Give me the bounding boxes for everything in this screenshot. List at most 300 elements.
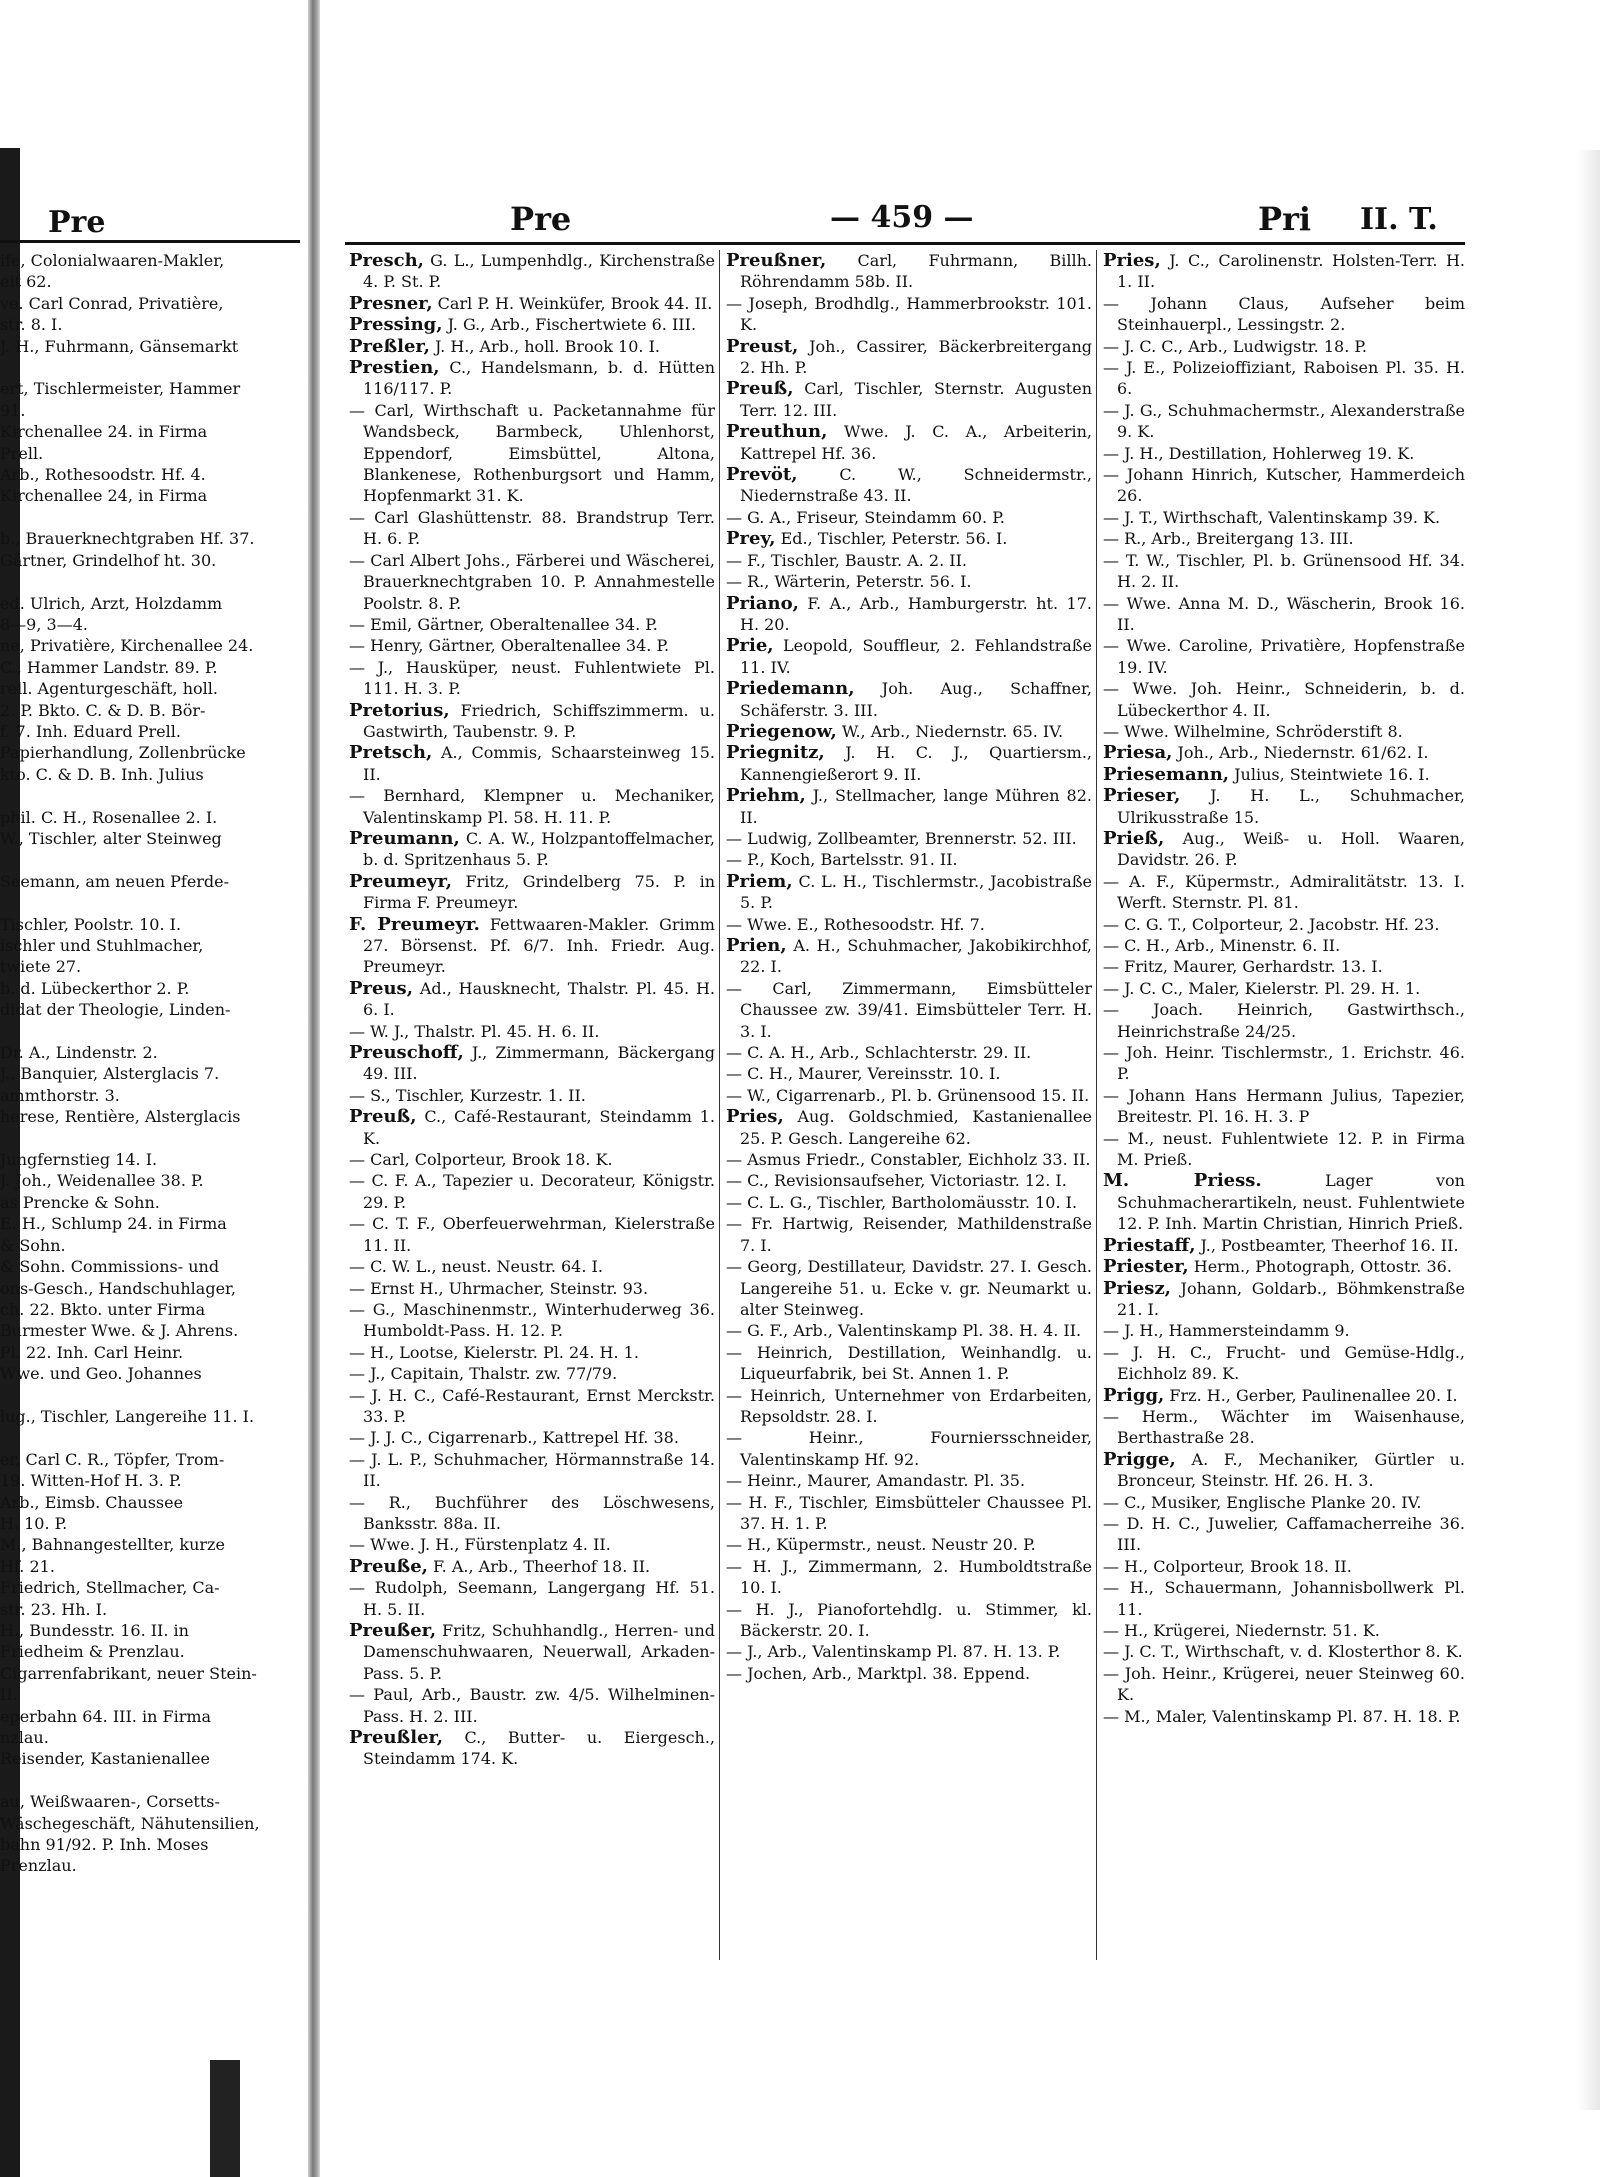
left-page-line: Jungfernstieg 14. I.: [0, 1150, 158, 1170]
entry-text: W., Arb., Niedernstr. 65. IV.: [836, 721, 1064, 741]
directory-entry: [1103, 336, 1465, 357]
entry-headword: F. Preumeyr.: [349, 913, 480, 935]
directory-entry: [726, 721, 1092, 742]
left-page-line: M., Bahnangestellter, kurze: [0, 1535, 225, 1555]
left-page-line: [0, 785, 300, 806]
directory-entry: [726, 1385, 1092, 1428]
directory-entry: [726, 1063, 1092, 1084]
entry-text: — Wwe. Anna M. D., Wäscherin, Brook 16. II.: [1103, 593, 1465, 634]
entry-text: — J., Capitain, Thalstr. zw. 77/79.: [349, 1364, 618, 1384]
directory-entry: [1103, 1256, 1465, 1277]
entry-text: — J. L. P., Schuhmacher, Hörmannstraße 14. II.: [349, 1449, 715, 1491]
entry-headword: Priano,: [726, 592, 799, 614]
entry-text: — Paul, Arb., Baustr. zw. 4/5. Wilhelminen-Pass. H. 2. III.: [349, 1685, 715, 1726]
entry-text: — H., Colporteur, Brook 18. II.: [1103, 1556, 1352, 1576]
entry-text: — Heinrich, Unternehmer von Erdarbeiten, Repsoldstr. 28. I.: [726, 1385, 1092, 1426]
entry-text: — Heinr., Maurer, Amandastr. Pl. 35.: [726, 1471, 1026, 1491]
directory-entry: [349, 700, 715, 743]
directory-entry: [726, 1213, 1092, 1256]
entry-text: Joh. Aug., Schaffner, Schäferstr. 3. III.: [740, 679, 1092, 720]
directory-entry: [1103, 1170, 1465, 1234]
directory-entry: [349, 1021, 715, 1042]
entry-text: Johann, Goldarb., Böhmkenstraße 21. I.: [1117, 1278, 1465, 1319]
entry-text: C., Café-Restaurant, Steindamm 1. K.: [363, 1107, 715, 1148]
entry-text: Ad., Hausknecht, Thalstr. Pl. 45. H. 6. I.: [363, 978, 715, 1020]
directory-entry: [349, 1106, 715, 1149]
entry-headword: Preuthun,: [726, 421, 828, 443]
directory-entry: [726, 1641, 1092, 1662]
entry-headword: Priester,: [1103, 1256, 1189, 1278]
left-page-line: Cigarrenfabrikant, neuer Stein-: [0, 1663, 257, 1683]
left-page-line: [0, 1021, 300, 1042]
directory-entry: [1103, 1085, 1465, 1128]
entry-text: — Carl Albert Johs., Färberei und Wäscherei, Brauerknechtgraben 10. P. Annahmestelle Poolstr. 8. P.: [349, 550, 715, 613]
entry-text: Carl, Tischler, Sternstr. Augusten Terr. 12. III.: [740, 379, 1092, 420]
directory-entry: [1103, 593, 1465, 636]
directory-entry: [726, 593, 1092, 636]
entry-headword: Preuschoff,: [349, 1042, 464, 1064]
entry-text: J. H. C. J., Quartiersm., Kannengießerort 9. II.: [740, 743, 1092, 784]
left-page-line: Wäschegeschäft, Nähutensilien,: [0, 1813, 260, 1833]
entry-text: — Rudolph, Seemann, Langergang Hf. 51. H. 5. II.: [349, 1578, 715, 1619]
left-page-line: [0, 1385, 300, 1406]
directory-entry: [349, 1449, 715, 1492]
directory-entry: [1103, 1449, 1465, 1492]
entry-text: — H., Krügerei, Niedernstr. 51. K.: [1103, 1621, 1380, 1640]
directory-entry: [1103, 635, 1465, 678]
directory-entry: [349, 871, 715, 914]
left-page-line: II.: [0, 1685, 18, 1705]
directory-entry: [1103, 914, 1465, 935]
entry-text: — T. W., Tischler, Pl. b. Grünensood Hf. 34. H. 2. II.: [1103, 550, 1465, 592]
entry-text: F. A., Arb., Theerhof 18. II.: [427, 1556, 651, 1576]
directory-entry: [349, 1363, 715, 1384]
entry-text: — J. E., Polizeioffiziant, Raboisen Pl. 35. H. 6.: [1103, 358, 1465, 399]
left-page-line: [0, 1128, 300, 1149]
left-page-line: Arb., Rothesoodstr. Hf. 4.: [0, 465, 206, 485]
left-page-line: Tischler, Poolstr. 10. I.: [0, 914, 182, 934]
directory-entry: [349, 978, 715, 1021]
entry-text: — Heinrich, Destillation, Weinhandlg. u. Liqueurfabrik, bei St. Annen 1. P.: [726, 1342, 1092, 1384]
directory-entry: [1103, 742, 1465, 763]
directory-entry: [1103, 678, 1465, 721]
entry-text: — H., Schauermann, Johannisbollwerk Pl. 11.: [1103, 1578, 1465, 1619]
page-number: — 459 —: [830, 200, 974, 235]
directory-entry: [349, 400, 715, 507]
entry-text: A., Commis, Schaarsteinweg 15. II.: [363, 743, 715, 784]
entry-text: Aug., Weiß- u. Holl. Waaren, Davidstr. 26. P.: [1117, 828, 1465, 870]
column-1: [345, 250, 720, 1960]
entry-text: — Asmus Friedr., Constabler, Eichholz 33. II.: [726, 1150, 1091, 1170]
entry-text: — C. W. L., neust. Neustr. 64. I.: [349, 1257, 603, 1277]
entry-headword: Prien,: [726, 935, 787, 956]
left-page-line: ammthorstr. 3.: [0, 1085, 120, 1105]
entry-text: Fritz, Grindelberg 75. P. in Firma F. Preumeyr.: [363, 871, 715, 913]
directory-entry: [726, 421, 1092, 464]
entry-text: Joh., Cassirer, Bäckerbreitergang 2. Hh. P.: [740, 336, 1092, 378]
directory-entry: [1103, 828, 1465, 871]
left-page-line: Burmester Wwe. & J. Ahrens.: [0, 1321, 239, 1341]
column-3: [1099, 250, 1469, 1960]
directory-entry: [1103, 1235, 1465, 1256]
left-page-line: herese, Rentière, Alsterglacis: [0, 1107, 241, 1127]
entry-text: — G. A., Friseur, Steindamm 60. P.: [726, 507, 1005, 527]
entry-headword: Prieser,: [1103, 785, 1181, 807]
directory-entry: [726, 464, 1092, 507]
header-rule: [345, 242, 1465, 245]
directory-entry: [1103, 293, 1465, 336]
directory-entry: [1103, 1342, 1465, 1385]
directory-entry: [1103, 935, 1465, 956]
directory-entry: [349, 1534, 715, 1555]
left-page-line: Kirchenallee 24, in Firma: [0, 486, 208, 506]
left-page-line: Gärtner, Grindelhof ht. 30.: [0, 550, 217, 570]
directory-entry: [1103, 1278, 1465, 1321]
left-page-line: str. 8. I.: [0, 315, 63, 335]
directory-entry: [1103, 1556, 1465, 1577]
entry-text: — Wwe. E., Rothesoodstr. Hf. 7.: [726, 914, 985, 934]
directory-entry: [726, 978, 1092, 1042]
entry-text: — C. H., Arb., Minenstr. 6. II.: [1103, 936, 1341, 955]
entry-text: — J. H. C., Frucht- und Gemüse-Hdlg., Eichholz 89. K.: [1103, 1342, 1465, 1384]
entry-text: J. H., Arb., holl. Brook 10. I.: [429, 336, 660, 356]
entry-text: — J. T., Wirthschaft, Valentinskamp 39. K.: [1103, 507, 1441, 527]
entry-headword: Preust,: [726, 335, 799, 357]
entry-text: — Wwe. Caroline, Privatière, Hopfenstraße 19. IV.: [1103, 636, 1465, 677]
column-2: [722, 250, 1097, 1960]
entry-text: — C. H., Maurer, Vereinsstr. 10. I.: [726, 1064, 1001, 1084]
entry-headword: Priesemann,: [1103, 763, 1230, 785]
entry-headword: Pries,: [726, 1106, 784, 1128]
directory-entry: [726, 914, 1092, 935]
entry-text: — C., Revisionsaufseher, Victoriastr. 12. I.: [726, 1171, 1067, 1191]
left-page-line: [0, 571, 300, 592]
entry-text: Ed., Tischler, Peterstr. 56. I.: [775, 529, 1008, 549]
entry-text: — J. J. C., Cigarrenarb., Kattrepel Hf. 38.: [349, 1428, 679, 1448]
directory-entry: [726, 336, 1092, 379]
directory-entry: [726, 1427, 1092, 1470]
entry-text: J. G., Arb., Fischertwiete 6. III.: [442, 315, 697, 335]
left-page-line: ne, Privatière, Kirchenallee 24.: [0, 636, 254, 656]
entry-headword: Preuß,: [349, 1106, 417, 1128]
directory-entry: [349, 357, 715, 400]
left-page-line: [0, 1770, 300, 1791]
entry-headword: Preußler,: [349, 1727, 443, 1749]
entry-headword: Preus,: [349, 977, 413, 999]
entry-text: C. A. W., Holzpantoffelmacher, b. d. Spritzenhaus 5. P.: [363, 828, 715, 870]
entry-text: — C. A. H., Arb., Schlachterstr. 29. II.: [726, 1043, 1032, 1063]
entry-text: — J. H., Destillation, Hohlerweg 19. K.: [1103, 443, 1415, 463]
entry-text: — J. C. C., Arb., Ludwigstr. 18. P.: [1103, 336, 1367, 356]
directory-entry: [349, 550, 715, 614]
left-page-line: 19. Witten-Hof H. 3. P.: [0, 1471, 182, 1491]
left-page-line: [0, 849, 300, 870]
directory-entry: [726, 550, 1092, 571]
left-page-line: H. 10. P.: [0, 1513, 68, 1533]
entry-headword: Priem,: [726, 870, 793, 892]
directory-entry: [1103, 1706, 1465, 1727]
entry-text: — C., Musiker, Englische Planke 20. IV.: [1103, 1492, 1422, 1512]
directory-entry: [726, 1470, 1092, 1491]
entry-text: C., Butter- u. Eiergesch., Steindamm 174. K.: [363, 1728, 715, 1769]
left-page-line: ve. Carl Conrad, Privatière,: [0, 293, 224, 313]
left-page-line: Wwe. und Geo. Johannes: [0, 1364, 202, 1384]
entry-text: — R., Arb., Breitergang 13. III.: [1103, 529, 1354, 549]
directory-entry: [726, 293, 1092, 336]
entry-text: Friedrich, Schiffszimmerm. u. Gastwirth, Taubenstr. 9. P.: [363, 700, 715, 741]
entry-text: — Carl Glashüttenstr. 88. Brandstrup Terr. H. 6. P.: [349, 507, 715, 549]
entry-text: — H. J., Zimmermann, 2. Humboldtstraße 10. I.: [726, 1556, 1092, 1598]
directory-entry: [1103, 250, 1465, 293]
directory-entry: [726, 742, 1092, 785]
directory-entry: [349, 1149, 715, 1170]
entry-text: — Joach. Heinrich, Gastwirthsch., Heinrichstraße 24/25.: [1103, 1000, 1465, 1041]
entry-headword: Preumeyr,: [349, 870, 452, 892]
directory-entry: [726, 1170, 1092, 1191]
left-page-line: E. H., Schlump 24. in Firma: [0, 1214, 227, 1234]
left-page-line: & Sohn. Commissions- und: [0, 1257, 220, 1277]
directory-entry: [726, 528, 1092, 549]
directory-entry: [1103, 1042, 1465, 1085]
left-page-line: J. Joh., Weidenallee 38. P.: [0, 1171, 204, 1191]
entry-text: Frz. H., Gerber, Paulinenallee 20. I.: [1164, 1385, 1458, 1405]
entry-text: — C. T. F., Oberfeuerwehrman, Kielerstraße 11. II.: [349, 1214, 715, 1255]
directory-entry: [726, 1663, 1092, 1684]
entry-text: — J., Hausküper, neust. Fuhlentwiete Pl. 111. H. 3. P.: [349, 657, 715, 699]
directory-entry: [726, 871, 1092, 914]
directory-entry: [1103, 464, 1465, 507]
directory-entry: [1103, 1128, 1465, 1171]
directory-entry: [349, 614, 715, 635]
entry-text: — Jochen, Arb., Marktpl. 38. Eppend.: [726, 1663, 1031, 1683]
directory-entry: [726, 571, 1092, 592]
left-page-line: eperbahn 64. III. in Firma: [0, 1706, 212, 1726]
directory-entry: [1103, 1577, 1465, 1620]
volume-label: II. T.: [1360, 202, 1438, 237]
left-page-line: [0, 1427, 300, 1448]
entry-headword: Priesz,: [1103, 1277, 1171, 1299]
entry-headword: M. Priess.: [1103, 1170, 1262, 1192]
entry-text: J. H. L., Schuhmacher, Ulrikusstraße 15.: [1117, 786, 1465, 827]
entry-text: Julius, Steintwiete 16. I.: [1229, 764, 1430, 784]
entry-text: C. W., Schneidermstr., Niedernstraße 43. II.: [740, 465, 1092, 506]
left-page-line: 2. P. Bkto. C. & D. B. Bör-: [0, 700, 206, 720]
left-page-line: 8—9, 3—4.: [0, 614, 88, 634]
directory-entry: [726, 1149, 1092, 1170]
directory-entry: [349, 1042, 715, 1085]
entry-text: — J. C. T., Wirthschaft, v. d. Klosterthor 8. K.: [1103, 1642, 1463, 1662]
entry-text: Fritz, Schuhhandlg., Herren- und Damenschuhwaaren, Neuerwall, Arkaden-Pass. 5. P.: [363, 1621, 715, 1683]
entry-text: — Wwe. J. H., Fürstenplatz 4. II.: [349, 1535, 611, 1555]
left-page-line: bahn 91/92. P. Inh. Moses: [0, 1835, 209, 1855]
directory-entry: [349, 742, 715, 785]
entry-text: — Emil, Gärtner, Oberaltenallee 34. P.: [349, 614, 658, 634]
directory-entry: [726, 250, 1092, 293]
left-page-line: didat der Theologie, Linden-: [0, 1000, 231, 1020]
entry-text: — R., Buchführer des Löschwesens, Banksstr. 88a. II.: [349, 1492, 715, 1533]
entry-headword: Prevöt,: [726, 464, 798, 486]
left-header-rule: [0, 240, 300, 243]
running-head-right: Pri: [1258, 200, 1312, 238]
entry-text: — H., Lootse, Kielerstr. Pl. 24. H. 1.: [349, 1342, 639, 1362]
left-page-line: ch. 22. Bkto. unter Firma: [0, 1299, 206, 1319]
directory-entry: [1103, 1320, 1465, 1341]
entry-headword: Preußer,: [349, 1620, 437, 1641]
entry-headword: Priesa,: [1103, 742, 1173, 764]
left-page-line: ed. Ulrich, Arzt, Holzdamm: [0, 593, 223, 613]
entry-text: — Joh. Heinr. Tischlermstr., 1. Erichstr. 46. P.: [1103, 1043, 1465, 1084]
left-page-line: str. 23. Hh. I.: [0, 1599, 108, 1619]
entry-headword: Pretorius,: [349, 699, 450, 721]
directory-entry: [349, 1385, 715, 1428]
directory-entry: [349, 1492, 715, 1535]
directory-entry: [1103, 871, 1465, 914]
entry-headword: Preßler,: [349, 335, 430, 357]
directory-entry: [726, 785, 1092, 828]
entry-headword: Priehm,: [726, 785, 806, 807]
left-page-line: ife, Colonialwaaren-Makler,: [0, 251, 225, 270]
left-page-line: rell. Agenturgeschäft, holl.: [0, 679, 218, 699]
entry-text: J., Zimmermann, Bäckergang 49. III.: [363, 1043, 715, 1084]
entry-text: — Johann Claus, Aufseher beim Steinhauerpl., Lessingstr. 2.: [1103, 293, 1465, 335]
entry-text: — C. G. T., Colporteur, 2. Jacobstr. Hf. 23.: [1103, 914, 1440, 934]
entry-text: — Ernst H., Uhrmacher, Steinstr. 93.: [349, 1278, 649, 1298]
running-head-left: Pre: [510, 200, 572, 238]
entry-text: Aug. Goldschmied, Kastanienallee 25. P. Gesch. Langereihe 62.: [740, 1107, 1092, 1148]
left-page-line: Kirchenallee 24. in Firma: [0, 422, 208, 442]
left-page-line: f. 7. Inh. Eduard Prell.: [0, 721, 181, 741]
left-page-line: twiete 27.: [0, 957, 82, 977]
left-page-line: ons-Gesch., Handschuhlager,: [0, 1278, 237, 1298]
entry-text: — F., Tischler, Baustr. A. 2. II.: [726, 550, 967, 570]
left-page-line: 91.: [0, 400, 26, 420]
left-page-line: Friedrich, Stellmacher, Ca-: [0, 1578, 220, 1598]
directory-entry: [1103, 764, 1465, 785]
directory-entry: [349, 293, 715, 314]
directory-entry: [726, 1042, 1092, 1063]
directory-entry: [726, 1534, 1092, 1555]
entry-headword: Priestaff,: [1103, 1234, 1196, 1256]
entry-text: J., Postbeamter, Theerhof 16. II.: [1195, 1235, 1459, 1255]
left-page-line: & Sohn.: [0, 1235, 66, 1255]
entry-text: — P., Koch, Bartelsstr. 91. II.: [726, 850, 958, 870]
directory-entry: [349, 1727, 715, 1770]
page-edge-shadow: [1578, 150, 1600, 2110]
entry-text: J. C., Carolinenstr. Holsten-Terr. H. 1. II.: [1117, 251, 1465, 292]
entry-text: — J., Arb., Valentinskamp Pl. 87. H. 13. P.: [726, 1642, 1061, 1662]
directory-entry: [349, 336, 715, 357]
left-page-line: nzlau.: [0, 1728, 49, 1748]
left-page-line: [0, 892, 300, 913]
entry-text: — W., Cigarrenarb., Pl. b. Grünensood 15. II.: [726, 1085, 1090, 1105]
entry-text: — Joh. Heinr., Krügerei, neuer Steinweg 60. K.: [1103, 1663, 1465, 1705]
entry-text: Wwe. J. C. A., Arbeiterin, Kattrepel Hf. 36.: [740, 422, 1092, 463]
entry-text: A. H., Schuhmacher, Jakobikirchhof, 22. I.: [740, 936, 1092, 977]
left-page-line: as Prencke & Sohn.: [0, 1192, 160, 1212]
entry-text: — J. H., Hammersteindamm 9.: [1103, 1321, 1350, 1341]
left-page-line: eit 62.: [0, 272, 52, 292]
entry-text: A. F., Mechaniker, Gürtler u. Bronceur, Steinstr. Hf. 26. H. 3.: [1117, 1449, 1465, 1491]
entry-headword: Preuß,: [726, 378, 794, 400]
entry-headword: Prey,: [726, 528, 776, 550]
directory-entry: [1103, 1406, 1465, 1449]
directory-entry: [349, 1342, 715, 1363]
entry-text: — Herm., Wächter im Waisenhause, Berthastraße 28.: [1103, 1406, 1465, 1448]
entry-text: — Georg, Destillateur, Davidstr. 27. I. Gesch. Langereihe 51. u. Ecke v. gr. Neumarkt u. alter Steinweg.: [726, 1257, 1092, 1319]
directory-entry: [1103, 400, 1465, 443]
left-page-line: ischler und Stuhlmacher,: [0, 936, 204, 955]
entry-text: — Heinr., Fourniersschneider, Valentinskamp Hf. 92.: [726, 1428, 1092, 1469]
left-page-line: b. d. Lübeckerthor 2. P.: [0, 978, 190, 998]
directory-entry: [726, 1256, 1092, 1320]
left-page-line: Prenzlau.: [0, 1856, 77, 1876]
left-page-line: Prell.: [0, 443, 44, 463]
entry-headword: Preußner,: [726, 250, 827, 271]
entry-text: — D. H. C., Juwelier, Caffamacherreihe 36. III.: [1103, 1513, 1465, 1555]
directory-entry: [1103, 721, 1465, 742]
directory-entry: [1103, 1620, 1465, 1641]
left-page-line: er, Carl C. R., Töpfer, Trom-: [0, 1449, 225, 1469]
entry-text: — Joseph, Brodhdlg., Hammerbrookstr. 101. K.: [726, 293, 1092, 335]
binding-strip: [210, 2060, 240, 2177]
entry-headword: Priegnitz,: [726, 742, 825, 764]
entry-text: — Carl, Wirthschaft u. Packetannahme für Wandsbeck, Barmbeck, Uhlenhorst, Eppendorf, Eimsbüttel, Altona, Blankenese, Rothenburgsort und Hamm, Hopfenmarkt 31. K.: [349, 400, 715, 506]
entry-text: — M., Maler, Valentinskamp Pl. 87. H. 18. P.: [1103, 1706, 1461, 1726]
left-page-line: Seemann, am neuen Pferde-: [0, 871, 230, 891]
entry-text: Herm., Photograph, Ottostr. 36.: [1188, 1257, 1452, 1277]
left-page-line: lug., Tischler, Langereihe 11. I.: [0, 1406, 255, 1426]
directory-entry: [349, 1299, 715, 1342]
directory-entry: [1103, 978, 1465, 999]
left-page-line: Arb., Eimsb. Chaussee: [0, 1492, 184, 1512]
directory-entry: [1103, 1492, 1465, 1513]
entry-text: — M., neust. Fuhlentwiete 12. P. in Firma M. Prieß.: [1103, 1128, 1465, 1170]
entry-headword: Presner,: [349, 292, 433, 314]
directory-entry: [726, 1599, 1092, 1642]
entry-text: — Carl, Zimmermann, Eimsbütteler Chaussee zw. 39/41. Eimsbütteler Terr. H. 3. I.: [726, 978, 1092, 1041]
entry-text: — Fr. Hartwig, Reisender, Mathildenstraße 7. I.: [726, 1214, 1092, 1255]
entry-text: Joh., Arb., Niedernstr. 61/62. I.: [1172, 743, 1429, 763]
left-page-line: Hf. 21.: [0, 1556, 55, 1576]
directory-entry: [349, 1684, 715, 1727]
left-page-line: Friedheim & Prenzlau.: [0, 1642, 185, 1662]
entry-text: — S., Tischler, Kurzestr. 1. II.: [349, 1085, 586, 1105]
entry-text: — A. F., Küpermstr., Admiralitätstr. 13. I. Werft. Sternstr. Pl. 81.: [1103, 871, 1465, 913]
directory-entry: [726, 1085, 1092, 1106]
directory-entry: [726, 635, 1092, 678]
left-page-line: Pl. 22. Inh. Carl Heinr.: [0, 1342, 184, 1362]
left-page-line: W., Tischler, alter Steinweg: [0, 828, 222, 848]
left-page-line: au, Weißwaaren-, Corsetts-: [0, 1792, 220, 1812]
directory-entry: [349, 314, 715, 335]
directory-entry: [349, 1256, 715, 1277]
directory-entry: [349, 828, 715, 871]
entry-text: — Johann Hans Hermann Julius, Tapezier, Breitestr. Pl. 16. H. 3. P: [1103, 1085, 1465, 1127]
entry-text: — C. L. G., Tischler, Bartholomäusstr. 10. I.: [726, 1192, 1078, 1212]
entry-text: — H., Küpermstr., neust. Neustr 20. P.: [726, 1535, 1036, 1555]
entry-text: — W. J., Thalstr. Pl. 45. H. 6. II.: [349, 1021, 600, 1041]
entry-text: G. L., Lumpenhdlg., Kirchenstraße 4. P. St. P.: [363, 251, 715, 292]
left-page-header: Pre: [48, 205, 106, 240]
directory-entry: [726, 1192, 1092, 1213]
directory-entry: [726, 1556, 1092, 1599]
entry-headword: Pretsch,: [349, 742, 433, 764]
entry-text: C. L. H., Tischlermstr., Jacobistraße 5. P.: [740, 871, 1092, 913]
directory-entry: [726, 678, 1092, 721]
entry-text: Leopold, Souffleur, 2. Fehlandstraße 11. IV.: [740, 636, 1092, 677]
entry-headword: Prestien,: [349, 357, 440, 379]
entry-text: — Ludwig, Zollbeamter, Brennerstr. 52. III.: [726, 828, 1077, 848]
